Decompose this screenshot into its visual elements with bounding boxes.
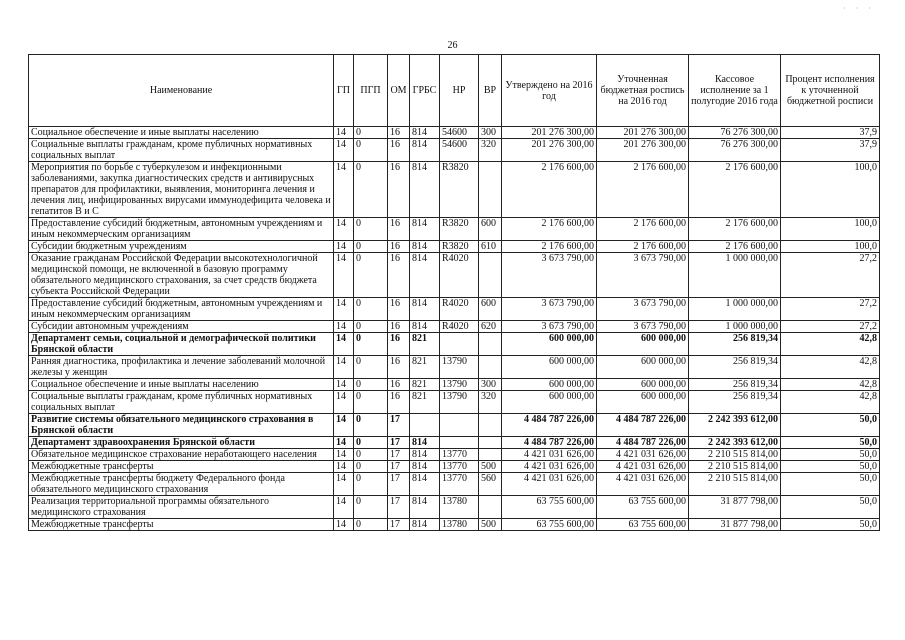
cell-gp: 14 bbox=[334, 218, 354, 241]
cell-ppgp: 0 bbox=[354, 218, 388, 241]
col-header-gp: ГП bbox=[334, 55, 354, 127]
cell-percent: 100,0 bbox=[781, 218, 880, 241]
cell-approved: 2 176 600,00 bbox=[502, 162, 597, 218]
cell-percent: 42,8 bbox=[781, 333, 880, 356]
cell-gp: 14 bbox=[334, 449, 354, 461]
cell-cash: 1 000 000,00 bbox=[689, 298, 781, 321]
table-row bbox=[29, 253, 880, 298]
cell-name: Социальное обеспечение и иные выплаты населению bbox=[29, 379, 334, 391]
cell-np: 13790 bbox=[440, 356, 479, 379]
cell-om: 16 bbox=[388, 379, 410, 391]
cell-approved: 2 176 600,00 bbox=[502, 241, 597, 253]
cell-grbs: 814 bbox=[410, 496, 440, 519]
cell-ppgp: 0 bbox=[354, 321, 388, 333]
cell-name: Ранняя диагностика, профилактика и лечение заболеваний молочной железы у женщин bbox=[29, 356, 334, 379]
table-row bbox=[29, 321, 880, 333]
cell-ppgp: 0 bbox=[354, 391, 388, 414]
cell-refined: 600 000,00 bbox=[597, 379, 689, 391]
cell-gp: 14 bbox=[334, 519, 354, 531]
cell-refined: 2 176 600,00 bbox=[597, 218, 689, 241]
cell-vr bbox=[479, 253, 502, 298]
table-row bbox=[29, 139, 880, 162]
cell-refined: 4 421 031 626,00 bbox=[597, 461, 689, 473]
cell-approved: 2 176 600,00 bbox=[502, 218, 597, 241]
cell-name: Субсидии автономным учреждениям bbox=[29, 321, 334, 333]
cell-cash: 2 176 600,00 bbox=[689, 241, 781, 253]
cell-percent: 50,0 bbox=[781, 519, 880, 531]
cell-grbs: 821 bbox=[410, 356, 440, 379]
cell-percent: 42,8 bbox=[781, 379, 880, 391]
cell-np: 13770 bbox=[440, 461, 479, 473]
cell-vr: 300 bbox=[479, 379, 502, 391]
cell-ppgp: 0 bbox=[354, 449, 388, 461]
cell-name: Межбюджетные трансферты бюджету Федерального фонда обязательного медицинского страхования bbox=[29, 473, 334, 496]
cell-cash: 2 242 393 612,00 bbox=[689, 437, 781, 449]
cell-approved: 63 755 600,00 bbox=[502, 496, 597, 519]
table-row bbox=[29, 162, 880, 218]
cell-grbs: 814 bbox=[410, 473, 440, 496]
table-body bbox=[29, 127, 880, 531]
table-row bbox=[29, 127, 880, 139]
table-row bbox=[29, 379, 880, 391]
cell-name: Департамент семьи, социальной и демографической политики Брянской области bbox=[29, 333, 334, 356]
cell-refined: 600 000,00 bbox=[597, 356, 689, 379]
cell-vr bbox=[479, 449, 502, 461]
cell-grbs: 814 bbox=[410, 437, 440, 449]
cell-refined: 2 176 600,00 bbox=[597, 162, 689, 218]
cell-cash: 76 276 300,00 bbox=[689, 127, 781, 139]
cell-ppgp: 0 bbox=[354, 162, 388, 218]
cell-gp: 14 bbox=[334, 253, 354, 298]
cell-grbs: 814 bbox=[410, 139, 440, 162]
cell-vr: 600 bbox=[479, 218, 502, 241]
cell-grbs: 814 bbox=[410, 449, 440, 461]
cell-ppgp: 0 bbox=[354, 127, 388, 139]
cell-cash: 2 210 515 814,00 bbox=[689, 449, 781, 461]
cell-gp: 14 bbox=[334, 379, 354, 391]
cell-gp: 14 bbox=[334, 333, 354, 356]
cell-grbs: 821 bbox=[410, 391, 440, 414]
cell-ppgp: 0 bbox=[354, 356, 388, 379]
cell-refined: 4 484 787 226,00 bbox=[597, 414, 689, 437]
col-header-vr: ВР bbox=[479, 55, 502, 127]
cell-refined: 600 000,00 bbox=[597, 391, 689, 414]
cell-vr bbox=[479, 162, 502, 218]
cell-grbs bbox=[410, 414, 440, 437]
cell-vr: 500 bbox=[479, 519, 502, 531]
cell-approved: 4 421 031 626,00 bbox=[502, 449, 597, 461]
cell-approved: 600 000,00 bbox=[502, 391, 597, 414]
col-header-grbs: ГРБС bbox=[410, 55, 440, 127]
cell-cash: 2 176 600,00 bbox=[689, 218, 781, 241]
cell-om: 16 bbox=[388, 127, 410, 139]
col-header-ppgp: ПГП bbox=[354, 55, 388, 127]
cell-np: 13770 bbox=[440, 449, 479, 461]
cell-om: 17 bbox=[388, 414, 410, 437]
cell-approved: 3 673 790,00 bbox=[502, 253, 597, 298]
cell-cash: 2 210 515 814,00 bbox=[689, 461, 781, 473]
cell-grbs: 814 bbox=[410, 461, 440, 473]
cell-cash: 256 819,34 bbox=[689, 356, 781, 379]
cell-ppgp: 0 bbox=[354, 379, 388, 391]
cell-grbs: 814 bbox=[410, 162, 440, 218]
cell-vr bbox=[479, 356, 502, 379]
cell-name: Оказание гражданам Российской Федерации высокотехнологичной медицинской помощи, не включенной в базовую программу обязательного медицинского страхования, за счет средств бюджета субъекта Российской Федерации bbox=[29, 253, 334, 298]
cell-vr: 610 bbox=[479, 241, 502, 253]
cell-np bbox=[440, 333, 479, 356]
cell-grbs: 814 bbox=[410, 218, 440, 241]
cell-cash: 2 176 600,00 bbox=[689, 162, 781, 218]
cell-vr: 300 bbox=[479, 127, 502, 139]
cell-percent: 50,0 bbox=[781, 461, 880, 473]
budget-table bbox=[28, 54, 880, 531]
table-row bbox=[29, 461, 880, 473]
cell-grbs: 814 bbox=[410, 127, 440, 139]
cell-refined: 3 673 790,00 bbox=[597, 298, 689, 321]
cell-percent: 50,0 bbox=[781, 473, 880, 496]
cell-percent: 50,0 bbox=[781, 496, 880, 519]
cell-vr: 500 bbox=[479, 461, 502, 473]
cell-cash: 2 210 515 814,00 bbox=[689, 473, 781, 496]
cell-om: 17 bbox=[388, 449, 410, 461]
col-header-percent: Процент исполнения к уточненной бюджетной росписи bbox=[781, 55, 880, 127]
table-row bbox=[29, 333, 880, 356]
cell-gp: 14 bbox=[334, 391, 354, 414]
table-row bbox=[29, 519, 880, 531]
cell-om: 16 bbox=[388, 162, 410, 218]
cell-np: R4020 bbox=[440, 321, 479, 333]
cell-cash: 2 242 393 612,00 bbox=[689, 414, 781, 437]
cell-vr: 320 bbox=[479, 139, 502, 162]
cell-om: 17 bbox=[388, 519, 410, 531]
cell-gp: 14 bbox=[334, 241, 354, 253]
cell-np: 13780 bbox=[440, 496, 479, 519]
table-row bbox=[29, 414, 880, 437]
table-row bbox=[29, 496, 880, 519]
cell-om: 16 bbox=[388, 391, 410, 414]
cell-ppgp: 0 bbox=[354, 253, 388, 298]
cell-gp: 14 bbox=[334, 437, 354, 449]
col-header-np: НР bbox=[440, 55, 479, 127]
cell-om: 16 bbox=[388, 253, 410, 298]
cell-cash: 256 819,34 bbox=[689, 333, 781, 356]
cell-np: R4020 bbox=[440, 253, 479, 298]
cell-cash: 31 877 798,00 bbox=[689, 519, 781, 531]
cell-cash: 256 819,34 bbox=[689, 391, 781, 414]
cell-om: 17 bbox=[388, 437, 410, 449]
table-row bbox=[29, 218, 880, 241]
cell-percent: 37,9 bbox=[781, 139, 880, 162]
cell-om: 16 bbox=[388, 333, 410, 356]
cell-refined: 4 421 031 626,00 bbox=[597, 449, 689, 461]
cell-refined: 600 000,00 bbox=[597, 333, 689, 356]
cell-approved: 201 276 300,00 bbox=[502, 127, 597, 139]
cell-name: Субсидии бюджетным учреждениям bbox=[29, 241, 334, 253]
cell-om: 16 bbox=[388, 139, 410, 162]
cell-gp: 14 bbox=[334, 321, 354, 333]
cell-approved: 3 673 790,00 bbox=[502, 321, 597, 333]
cell-np: 54600 bbox=[440, 139, 479, 162]
table-row bbox=[29, 473, 880, 496]
cell-om: 16 bbox=[388, 321, 410, 333]
cell-vr bbox=[479, 333, 502, 356]
cell-vr bbox=[479, 414, 502, 437]
cell-gp: 14 bbox=[334, 473, 354, 496]
cell-name: Развитие системы обязательного медицинского страхования в Брянской области bbox=[29, 414, 334, 437]
cell-approved: 4 484 787 226,00 bbox=[502, 414, 597, 437]
cell-np: R3820 bbox=[440, 162, 479, 218]
cell-np: 54600 bbox=[440, 127, 479, 139]
cell-om: 17 bbox=[388, 496, 410, 519]
table-row bbox=[29, 437, 880, 449]
cell-ppgp: 0 bbox=[354, 241, 388, 253]
cell-gp: 14 bbox=[334, 414, 354, 437]
cell-vr: 620 bbox=[479, 321, 502, 333]
cell-percent: 42,8 bbox=[781, 356, 880, 379]
table-row bbox=[29, 356, 880, 379]
cell-grbs: 821 bbox=[410, 379, 440, 391]
cell-refined: 3 673 790,00 bbox=[597, 321, 689, 333]
cell-percent: 50,0 bbox=[781, 449, 880, 461]
cell-approved: 4 484 787 226,00 bbox=[502, 437, 597, 449]
cell-vr: 600 bbox=[479, 298, 502, 321]
cell-percent: 50,0 bbox=[781, 437, 880, 449]
cell-om: 16 bbox=[388, 241, 410, 253]
table-row bbox=[29, 298, 880, 321]
cell-np: R3820 bbox=[440, 241, 479, 253]
cell-name: Межбюджетные трансферты bbox=[29, 519, 334, 531]
cell-cash: 76 276 300,00 bbox=[689, 139, 781, 162]
cell-gp: 14 bbox=[334, 496, 354, 519]
cell-gp: 14 bbox=[334, 298, 354, 321]
cell-om: 17 bbox=[388, 473, 410, 496]
cell-gp: 14 bbox=[334, 356, 354, 379]
cell-vr: 320 bbox=[479, 391, 502, 414]
col-header-refined: Уточненная бюджетная роспись на 2016 год bbox=[597, 55, 689, 127]
cell-grbs: 814 bbox=[410, 321, 440, 333]
cell-ppgp: 0 bbox=[354, 333, 388, 356]
table-row bbox=[29, 241, 880, 253]
cell-name: Социальные выплаты гражданам, кроме публичных нормативных социальных выплат bbox=[29, 391, 334, 414]
cell-ppgp: 0 bbox=[354, 437, 388, 449]
cell-percent: 42,8 bbox=[781, 391, 880, 414]
cell-ppgp: 0 bbox=[354, 461, 388, 473]
cell-ppgp: 0 bbox=[354, 139, 388, 162]
cell-cash: 1 000 000,00 bbox=[689, 253, 781, 298]
cell-name: Реализация территориальной программы обязательного медицинского страхования bbox=[29, 496, 334, 519]
cell-refined: 2 176 600,00 bbox=[597, 241, 689, 253]
cell-name: Социальные выплаты гражданам, кроме публичных нормативных социальных выплат bbox=[29, 139, 334, 162]
cell-approved: 600 000,00 bbox=[502, 333, 597, 356]
cell-percent: 100,0 bbox=[781, 241, 880, 253]
cell-grbs: 814 bbox=[410, 241, 440, 253]
cell-np: R4020 bbox=[440, 298, 479, 321]
cell-name: Предоставление субсидий бюджетным, автономным учреждениям и иным некоммерческим организациям bbox=[29, 218, 334, 241]
page-number: 26 bbox=[447, 40, 458, 51]
cell-gp: 14 bbox=[334, 139, 354, 162]
cell-ppgp: 0 bbox=[354, 519, 388, 531]
cell-percent: 27,2 bbox=[781, 321, 880, 333]
table-header-row bbox=[29, 55, 880, 127]
cell-vr bbox=[479, 496, 502, 519]
cell-refined: 4 484 787 226,00 bbox=[597, 437, 689, 449]
cell-percent: 27,2 bbox=[781, 253, 880, 298]
cell-gp: 14 bbox=[334, 162, 354, 218]
cell-percent: 27,2 bbox=[781, 298, 880, 321]
cell-ppgp: 0 bbox=[354, 496, 388, 519]
cell-ppgp: 0 bbox=[354, 473, 388, 496]
cell-np: 13790 bbox=[440, 379, 479, 391]
cell-np: 13770 bbox=[440, 473, 479, 496]
cell-gp: 14 bbox=[334, 127, 354, 139]
cell-approved: 600 000,00 bbox=[502, 379, 597, 391]
cell-refined: 4 421 031 626,00 bbox=[597, 473, 689, 496]
cell-approved: 63 755 600,00 bbox=[502, 519, 597, 531]
cell-om: 16 bbox=[388, 218, 410, 241]
cell-np: 13780 bbox=[440, 519, 479, 531]
scan-mark: · · · bbox=[843, 4, 875, 13]
cell-refined: 201 276 300,00 bbox=[597, 127, 689, 139]
table-row bbox=[29, 391, 880, 414]
cell-cash: 256 819,34 bbox=[689, 379, 781, 391]
cell-refined: 63 755 600,00 bbox=[597, 496, 689, 519]
cell-approved: 4 421 031 626,00 bbox=[502, 461, 597, 473]
cell-name: Социальное обеспечение и иные выплаты населению bbox=[29, 127, 334, 139]
cell-name: Мероприятия по борьбе с туберкулезом и инфекционными заболеваниями, закупка диагностических средств и антивирусных препаратов для профилактики, выявления, мониторинга лечения и лечения лиц, инфицированных вирусами иммунодефицита человека и гепатитов В и С bbox=[29, 162, 334, 218]
col-header-approved: Утверждено на 2016 год bbox=[502, 55, 597, 127]
cell-refined: 201 276 300,00 bbox=[597, 139, 689, 162]
cell-percent: 37,9 bbox=[781, 127, 880, 139]
cell-np bbox=[440, 414, 479, 437]
cell-np: 13790 bbox=[440, 391, 479, 414]
cell-vr: 560 bbox=[479, 473, 502, 496]
cell-ppgp: 0 bbox=[354, 414, 388, 437]
cell-np bbox=[440, 437, 479, 449]
cell-approved: 4 421 031 626,00 bbox=[502, 473, 597, 496]
cell-refined: 63 755 600,00 bbox=[597, 519, 689, 531]
cell-approved: 201 276 300,00 bbox=[502, 139, 597, 162]
cell-gp: 14 bbox=[334, 461, 354, 473]
cell-approved: 600 000,00 bbox=[502, 356, 597, 379]
cell-grbs: 814 bbox=[410, 298, 440, 321]
cell-om: 17 bbox=[388, 461, 410, 473]
cell-name: Департамент здравоохранения Брянской области bbox=[29, 437, 334, 449]
cell-om: 16 bbox=[388, 356, 410, 379]
cell-percent: 100,0 bbox=[781, 162, 880, 218]
col-header-cash: Кассовое исполнение за 1 полугодие 2016 года bbox=[689, 55, 781, 127]
cell-name: Межбюджетные трансферты bbox=[29, 461, 334, 473]
cell-cash: 1 000 000,00 bbox=[689, 321, 781, 333]
cell-grbs: 814 bbox=[410, 253, 440, 298]
cell-name: Предоставление субсидий бюджетным, автономным учреждениям и иным некоммерческим организациям bbox=[29, 298, 334, 321]
cell-np: R3820 bbox=[440, 218, 479, 241]
cell-ppgp: 0 bbox=[354, 298, 388, 321]
col-header-name: Наименование bbox=[29, 55, 334, 127]
cell-cash: 31 877 798,00 bbox=[689, 496, 781, 519]
cell-vr bbox=[479, 437, 502, 449]
cell-grbs: 814 bbox=[410, 519, 440, 531]
cell-approved: 3 673 790,00 bbox=[502, 298, 597, 321]
cell-name: Обязательное медицинское страхование неработающего населения bbox=[29, 449, 334, 461]
cell-grbs: 821 bbox=[410, 333, 440, 356]
table-row bbox=[29, 449, 880, 461]
cell-percent: 50,0 bbox=[781, 414, 880, 437]
cell-om: 16 bbox=[388, 298, 410, 321]
cell-refined: 3 673 790,00 bbox=[597, 253, 689, 298]
col-header-om: ОМ bbox=[388, 55, 410, 127]
